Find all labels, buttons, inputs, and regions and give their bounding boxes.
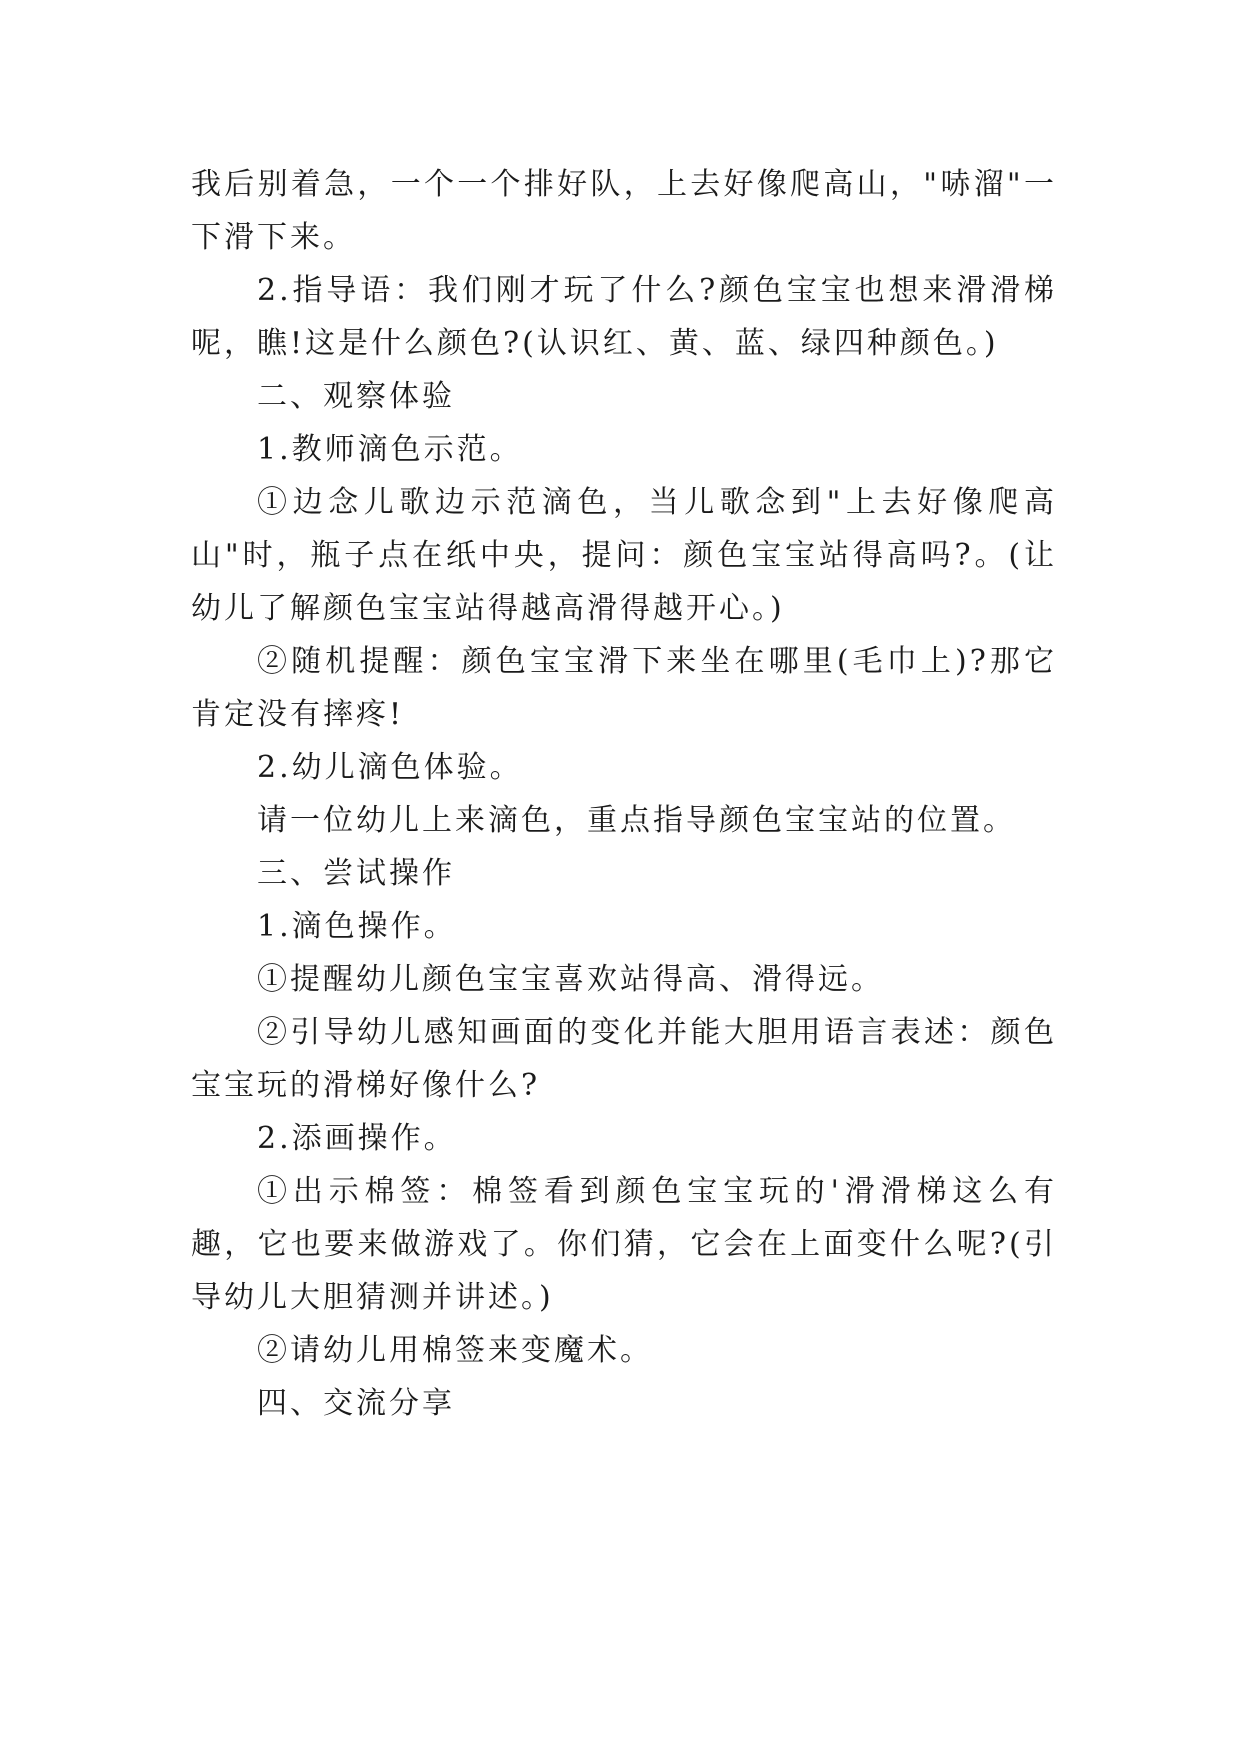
paragraph-cotton-swab-2: ②请幼儿用棉签来变魔术。 — [257, 1333, 653, 1368]
paragraph-demo-step-1: ①边念儿歌边示范滴色，当儿歌念到"上去好像爬高山"时，瓶子点在纸中央，提问：颜色宝宝站得高吗?。(让幼儿了解颜色宝宝站得越高滑得越开心。) — [191, 485, 1057, 626]
paragraph-teacher-demo: 1.教师滴色示范。 — [257, 432, 523, 467]
paragraph-drip-step-2: ②引导幼儿感知画面的变化并能大胆用语言表述：颜色宝宝玩的滑梯好像什么? — [191, 1015, 1057, 1103]
paragraph-demo-step-2: ②随机提醒：颜色宝宝滑下来坐在哪里(毛巾上)?那它肯定没有摔疼! — [191, 644, 1057, 732]
paragraph-child-experience: 2.幼儿滴色体验。 — [257, 750, 523, 785]
paragraph-guidance: 2.指导语：我们刚才玩了什么?颜色宝宝也想来滑滑梯呢，瞧!这是什么颜色?(认识红、黄、蓝、绿四种颜色。) — [191, 273, 1057, 361]
section-heading-try: 三、尝试操作 — [257, 856, 455, 891]
paragraph-drip-step-1: ①提醒幼儿颜色宝宝喜欢站得高、滑得远。 — [257, 962, 884, 997]
document-body — [191, 158, 1057, 1430]
paragraph-cotton-swab-1: ①出示棉签：棉签看到颜色宝宝玩的'滑滑梯这么有趣，它也要来做游戏了。你们猜，它会在上面变什么呢?(引导幼儿大胆猜测并讲述。) — [191, 1174, 1057, 1315]
section-heading-share: 四、交流分享 — [257, 1386, 455, 1421]
paragraph-invite-child: 请一位幼儿上来滴色，重点指导颜色宝宝站的位置。 — [257, 803, 1016, 838]
paragraph-continuation: 我后别着急，一个一个排好队，上去好像爬高山，"哧溜"一下滑下来。 — [191, 167, 1057, 255]
paragraph-drip-operation: 1.滴色操作。 — [257, 909, 457, 944]
section-heading-observe: 二、观察体验 — [257, 379, 455, 414]
paragraph-add-drawing: 2.添画操作。 — [257, 1121, 457, 1156]
